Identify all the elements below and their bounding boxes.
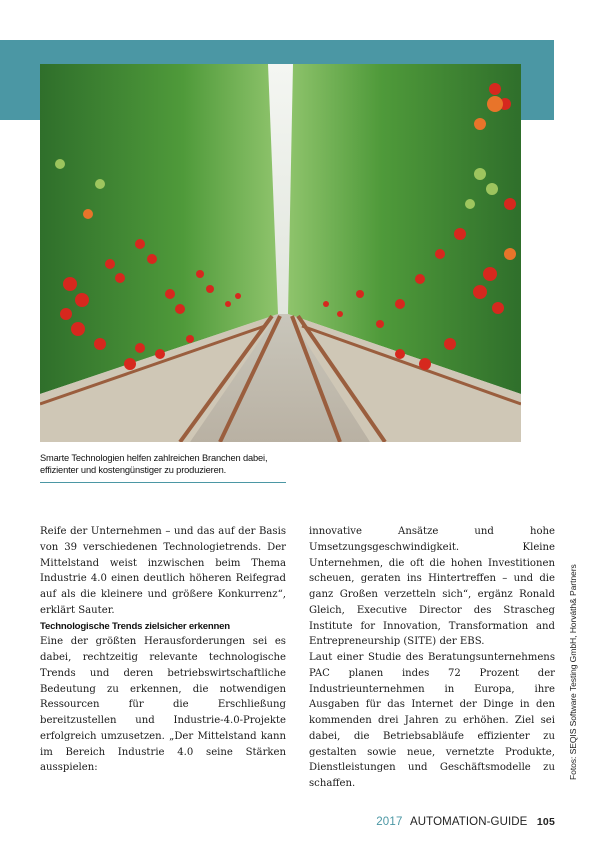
photo-caption: Smarte Technologien helfen zahlreichen Branchen dabei, effizienter und kostengünstiger zu produzieren. (40, 453, 268, 476)
body-paragraph: innovative Ansätze und hohe Umsetzungsgeschwindigkeit. Kleine Unternehmen, die oft die hohen Investitionen scheuen, geraten ins Hintertreffen – und die ganz Großen verzetteln sich“, ergänz Ronald Gleich, Executive Director des Strascheg Institute for Innovation, Transformation and Entrepreneurship (SITE) der EBS. (309, 526, 555, 648)
photo-icon (40, 64, 521, 442)
footer-year: 2017 (376, 816, 403, 828)
page-number: 105 (536, 816, 555, 828)
greenhouse-photo (40, 64, 521, 442)
body-paragraph: Eine der größten Herausforderungen sei es dabei, rechtzeitig relevante technologische Trends und deren betriebswirtschaftliche Bedeutung zu erkennen, die notwendigen Ressourcen für die Erschließung bereitzustellen und Industrie-4.0-Projekte erfolgreich umzusetzen. „Der Mittelstand kann im Bereich Industrie 4.0 seine Stärken ausspielen: (40, 636, 286, 774)
left-text-column (40, 524, 286, 776)
caption-divider (40, 482, 286, 483)
right-text-column (309, 524, 555, 792)
section-subheading: Technologische Trends zielsicher erkennen (40, 620, 230, 632)
body-paragraph: Laut einer Studie des Beratungsunternehmens PAC planen indes 72 Prozent der Industrieunternehmen in Europa, ihre Ausgaben für das Internet der Dinge in den kommenden drei Jahren zu erhöhen. Ziel sei dabei, die Betriebsabläufe effizienter zu gestalten sowie neue, vernetzte Produkte, Dienstleistungen und Geschäftsmodelle zu schaffen. (309, 652, 555, 789)
footer-publication: AUTOMATION-GUIDE (410, 816, 528, 828)
photo-credit: Fotos: SEQIS Software Testing GmbH, Horváth& Partners (568, 564, 578, 780)
page-footer (376, 816, 555, 828)
body-paragraph: Reife der Unternehmen – und das auf der Basis von 39 verschiedenen Technologietrends. Der Mittelstand weist inzwischen beim Thema Industrie 4.0 einen deutlich höheren Reifegrad auf als die kleinere und größere Konkurrenz“, erklärt Sauter. (40, 526, 286, 616)
